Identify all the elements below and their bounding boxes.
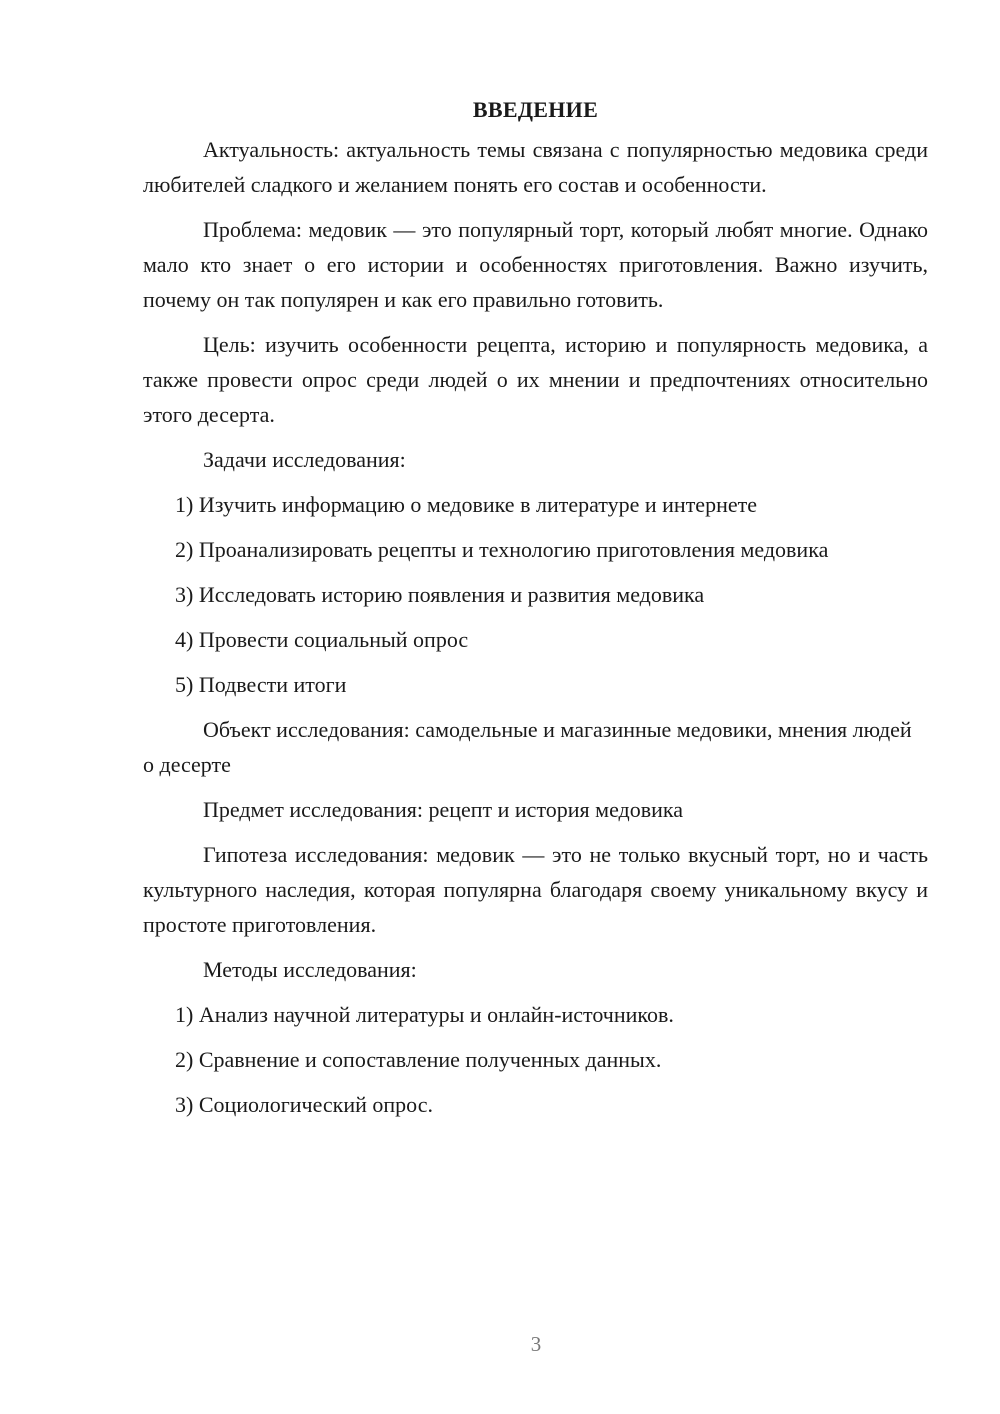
list-item: 3) Исследовать историю появления и развития медовика [175, 582, 705, 607]
list-item: 3) Социологический опрос. [175, 1092, 433, 1117]
tasks-list [143, 487, 928, 702]
list-item: 1) Изучить информацию о медовике в литературе и интернете [175, 492, 757, 517]
document-page [143, 92, 928, 1132]
section-title: ВВЕДЕНИЕ [472, 97, 599, 122]
subject-paragraph: Предмет исследования: рецепт и история медовика [203, 797, 684, 822]
object-paragraph: Объект исследования: самодельные и магазинные медовики, мнения людей о десерте [143, 717, 912, 777]
methods-heading: Методы исследования: [203, 957, 417, 982]
list-item: 5) Подвести итоги [175, 672, 347, 697]
tasks-heading: Задачи исследования: [203, 447, 406, 472]
page-number: 3 [530, 1332, 542, 1356]
list-item: 1) Анализ научной литературы и онлайн-источников. [175, 1002, 674, 1027]
list-item: 4) Провести социальный опрос [175, 627, 469, 652]
goal-paragraph: Цель: изучить особенности рецепта, историю и популярность медовика, а также провести опрос среди людей о их мнении и предпочтениях относительно этого десерта. [143, 332, 928, 427]
list-item: 2) Сравнение и сопоставление полученных данных. [175, 1047, 662, 1072]
hypothesis-paragraph: Гипотеза исследования: медовик — это не только вкусный торт, но и часть культурного наследия, которая популярна благодаря своему уникальному вкусу и простоте приготовления. [143, 842, 928, 937]
list-item: 2) Проанализировать рецепты и технологию приготовления медовика [175, 537, 829, 562]
relevance-paragraph: Актуальность: актуальность темы связана с популярностью медовика среди любителей сладкого и желанием понять его состав и особенности. [143, 137, 928, 197]
methods-list [143, 997, 928, 1122]
problem-paragraph: Проблема: медовик — это популярный торт, который любят многие. Однако мало кто знает о его истории и особенностях приготовления. Важно изучить, почему он так популярен и как его правильно готовить. [143, 217, 928, 312]
